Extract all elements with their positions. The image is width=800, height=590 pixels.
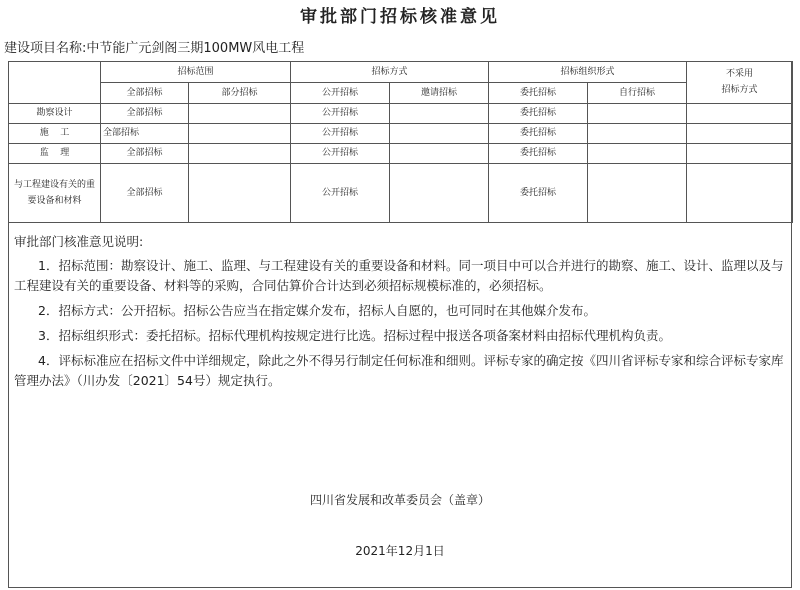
sub-header-entrusted: 委托招标 [489,83,588,104]
header-method: 招标方式 [291,62,489,83]
table-cell [687,124,793,144]
table-cell: 公开招标 [291,104,390,124]
sub-header-public: 公开招标 [291,83,390,104]
table-cell: 全部招标 [101,144,189,164]
table-cell [390,164,489,223]
table-row [9,104,793,124]
document-title: 审批部门招标核准意见 [300,7,500,27]
sub-header-partial: 部分招标 [189,83,291,104]
table-cell: 全部招标 [101,124,189,144]
approval-opinion [14,232,784,396]
table-cell [687,144,793,164]
table-row [9,164,793,223]
table-cell [390,144,489,164]
table-cell [189,124,291,144]
table-row [9,144,793,164]
table-sub-header-row [9,83,793,104]
opinion-item-method: 2．招标方式：公开招标。招标公告应当在指定媒介发布，招标人自愿的，也可同时在其他媒介发布。 [38,303,596,318]
project-name: 中节能广元剑阁三期100MW风电工程 [86,41,305,56]
table-cell [588,144,687,164]
table-cell: 委托招标 [489,124,588,144]
opinion-heading: 审批部门核准意见说明: [14,234,144,249]
table-cell [588,164,687,223]
bidding-table [8,61,793,223]
row-label: 监 理 [9,144,101,164]
table-cell [189,144,291,164]
table-cell: 公开招标 [291,144,390,164]
table-cell: 公开招标 [291,124,390,144]
opinion-item-evaluation: 4．评标标准应在招标文件中详细规定，除此之外不得另行制定任何标准和细则。评标专家的确定按《四川省评标专家和综合评标专家库管理办法》（川办发〔2021〕54号）规定执行。 [14,353,784,388]
sub-header-self: 自行招标 [588,83,687,104]
issuing-organization: 四川省发展和改革委员会（盖章） [309,493,490,507]
table-cell: 委托招标 [489,104,588,124]
project-label: 建设项目名称: [4,41,87,56]
table-cell [588,124,687,144]
table-group-header-row [9,62,793,83]
table-cell [390,104,489,124]
sub-header-invited: 邀请招标 [390,83,489,104]
table-cell: 委托招标 [489,164,588,223]
table-cell [687,104,793,124]
table-cell: 委托招标 [489,144,588,164]
issue-date: 2021年12月1日 [355,544,445,558]
table-cell [588,104,687,124]
table-cell [189,164,291,223]
project-name-line [4,37,304,56]
opinion-item-organization: 3．招标组织形式：委托招标。招标代理机构按规定进行比选。招标过程中报送各项备案材料由招标代理机构负责。 [38,328,671,343]
table-cell [687,164,793,223]
table-cell [189,104,291,124]
table-cell: 全部招标 [101,104,189,124]
row-label: 与工程建设有关的重要设备和材料 [9,164,101,223]
table-cell: 公开招标 [291,164,390,223]
sub-header-full: 全部招标 [101,83,189,104]
table-cell: 全部招标 [101,164,189,223]
table-cell [390,124,489,144]
header-no-bidding-bottom: 招标方式 [721,85,758,95]
opinion-item-scope: 1．招标范围：勘察设计、施工、监理、与工程建设有关的重要设备和材料。同一项目中可以合并进行的勘察、施工、设计、监理以及与工程建设有关的重要设备、材料等的采购，合同估算价合计达到必须招标规模标准的，必须招标。 [14,258,784,293]
header-organization: 招标组织形式 [489,62,687,83]
header-scope: 招标范围 [101,62,291,83]
corner-cell [9,62,101,104]
row-label: 施 工 [9,124,101,144]
header-no-bidding [687,62,793,104]
header-no-bidding-top: 不采用 [726,69,754,79]
table-row [9,124,793,144]
row-label: 勘察设计 [9,104,101,124]
